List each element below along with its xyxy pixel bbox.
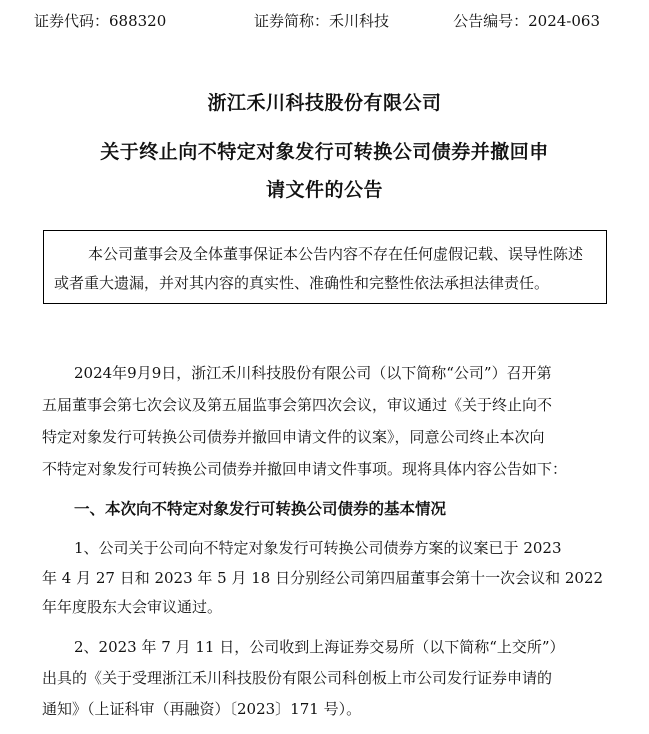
item-1-line-3: 年年度股东大会审议通过。 [42,598,223,616]
intro-line-1: 2024年9月9日，浙江禾川科技股份有限公司（以下简称“公司”）召开第 [74,364,552,382]
notice-title-line-1: 关于终止向不特定对象发行可转换公司债券并撤回申 [100,141,549,163]
item-2-line-2: 出具的《关于受理浙江禾川科技股份有限公司科创板上市公司发行证券申请的 [42,669,553,687]
item-2-line-1: 2、2023 年 7 月 11 日，公司收到上海证券交易所（以下简称“上交所”） [74,638,565,656]
announcement-number: 公告编号：2024-063 [453,12,600,30]
board-statement-box [43,230,607,304]
item-1-line-1: 1、公司关于公司向不特定对象发行可转换公司债券方案的议案已于 2023 [74,539,562,557]
intro-line-2: 五届董事会第七次会议及第五届监事会第四次会议，审议通过《关于终止向不 [42,396,553,414]
notice-title-line-2: 请文件的公告 [265,179,383,201]
stock-abbreviation: 证券简称：禾川科技 [254,12,390,30]
intro-line-4: 不特定对象发行可转换公司债券并撤回申请文件事项。现将具体内容公告如下： [42,460,568,478]
statement-line-1: 本公司董事会及全体董事保证本公告内容不存在任何虚假记载、误导性陈述 [88,245,584,263]
intro-line-3: 特定对象发行可转换公司债券并撤回申请文件的议案》，同意公司终止本次向 [42,428,545,446]
announcement-header [34,10,600,34]
item-2-line-3: 通知》（上证科审（再融资）〔2023〕171 号）。 [42,700,362,718]
statement-line-2: 或者重大遗漏，并对其内容的真实性、准确性和完整性依法承担法律责任。 [54,274,550,292]
stock-code: 证券代码：688320 [34,12,167,30]
item-1-line-2: 年 4 月 27 日和 2023 年 5 月 18 日分别经公司第四届董事会第十一次会议和 2022 [42,569,604,587]
section-1-heading: 一、本次向不特定对象发行可转换公司债券的基本情况 [74,499,447,518]
company-name: 浙江禾川科技股份有限公司 [207,92,442,114]
